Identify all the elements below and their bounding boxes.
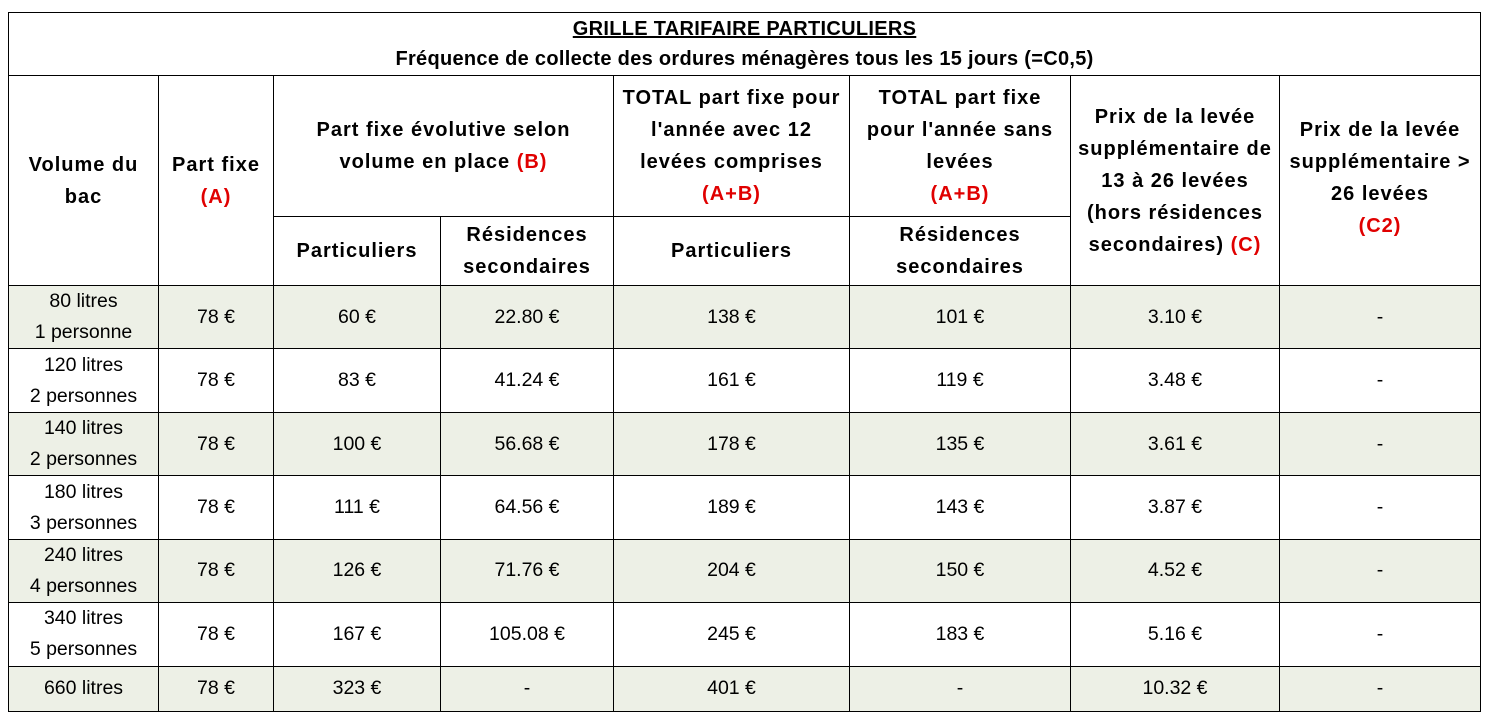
header-part-fixe-tag: (A): [200, 185, 232, 208]
cell-part-residences: -: [441, 666, 614, 711]
cell-part-residences: 41.24 €: [441, 349, 614, 412]
cell-volume-persons: 1 personne: [34, 321, 133, 344]
cell-part-particuliers: 167 €: [274, 603, 441, 666]
header-part-evolutive-tag: (B): [516, 151, 548, 174]
table-row: [9, 285, 1481, 348]
cell-volume: [9, 603, 159, 666]
header-part-fixe-label: Part fixe: [172, 153, 260, 176]
cell-total-12: 401 €: [614, 666, 850, 711]
cell-prix-26: -: [1280, 412, 1481, 475]
cell-total-sans: 143 €: [850, 476, 1071, 539]
header-volume: Volume du bac: [9, 76, 159, 286]
cell-part-fixe: 78 €: [159, 539, 274, 602]
cell-part-particuliers: 60 €: [274, 285, 441, 348]
table-row: [9, 349, 1481, 412]
cell-prix-13-26: 3.48 €: [1071, 349, 1280, 412]
cell-prix-13-26: 3.61 €: [1071, 412, 1280, 475]
header-prix-13-26-tag: (C): [1230, 233, 1262, 256]
cell-total-12: 161 €: [614, 349, 850, 412]
cell-part-fixe: 78 €: [159, 285, 274, 348]
cell-total-sans: 183 €: [850, 603, 1071, 666]
header-prix-13-26-label: Prix de la levée supplémentaire de 13 à 26 levées (hors résidences secondaires): [1078, 105, 1272, 256]
cell-volume-persons: 2 personnes: [29, 448, 138, 471]
table-row: [9, 476, 1481, 539]
cell-total-12: 245 €: [614, 603, 850, 666]
table-subtitle: Fréquence de collecte des ordures ménagères tous les 15 jours (=C0,5): [395, 48, 1094, 71]
cell-volume-litres: 120 litres: [43, 353, 124, 376]
cell-part-fixe: 78 €: [159, 666, 274, 711]
cell-prix-26: -: [1280, 539, 1481, 602]
header-part-fixe: [159, 76, 274, 286]
tariff-table: [8, 12, 1481, 712]
cell-prix-26: -: [1280, 349, 1481, 412]
subheader-particuliers-total: Particuliers: [614, 217, 850, 286]
cell-total-sans: -: [850, 666, 1071, 711]
cell-volume-persons: 3 personnes: [29, 511, 138, 534]
cell-part-particuliers: 323 €: [274, 666, 441, 711]
cell-volume-litres: 140 litres: [43, 417, 124, 440]
cell-part-fixe: 78 €: [159, 412, 274, 475]
header-part-evolutive-label: Part fixe évolutive selon volume en place: [316, 119, 571, 174]
cell-part-residences: 22.80 €: [441, 285, 614, 348]
cell-part-residences: 64.56 €: [441, 476, 614, 539]
cell-part-particuliers: 83 €: [274, 349, 441, 412]
cell-part-fixe: 78 €: [159, 603, 274, 666]
header-total-12-label: TOTAL part fixe pour l'année avec 12 levées comprises: [622, 87, 841, 174]
cell-volume: [9, 476, 159, 539]
cell-total-sans: 150 €: [850, 539, 1071, 602]
header-total-sans: [850, 76, 1071, 217]
header-total-12-tag: (A+B): [702, 183, 761, 206]
cell-prix-13-26: 3.87 €: [1071, 476, 1280, 539]
table-row: [9, 603, 1481, 666]
cell-volume-litres: 660 litres: [43, 677, 124, 700]
table-row: [9, 412, 1481, 475]
cell-prix-26: -: [1280, 666, 1481, 711]
cell-volume: [9, 285, 159, 348]
cell-part-particuliers: 111 €: [274, 476, 441, 539]
cell-prix-13-26: 10.32 €: [1071, 666, 1280, 711]
cell-prix-26: -: [1280, 285, 1481, 348]
header-part-evolutive: [274, 76, 614, 217]
subheader-residences: Résidences secondaires: [441, 217, 614, 286]
cell-volume-litres: 80 litres: [49, 290, 118, 313]
cell-total-12: 204 €: [614, 539, 850, 602]
cell-part-fixe: 78 €: [159, 349, 274, 412]
cell-volume: [9, 349, 159, 412]
table-title-cell: [9, 13, 1481, 76]
header-prix-13-26: [1071, 76, 1280, 286]
cell-prix-26: -: [1280, 603, 1481, 666]
cell-volume-litres: 240 litres: [43, 543, 124, 566]
cell-part-particuliers: 100 €: [274, 412, 441, 475]
table-row: [9, 539, 1481, 602]
table-title: GRILLE TARIFAIRE PARTICULIERS: [572, 18, 917, 41]
cell-prix-26: -: [1280, 476, 1481, 539]
header-total-sans-label: TOTAL part fixe pour l'année sans levées: [866, 87, 1054, 174]
cell-total-sans: 119 €: [850, 349, 1071, 412]
subheader-particuliers: Particuliers: [274, 217, 441, 286]
header-total-12: [614, 76, 850, 217]
cell-prix-13-26: 4.52 €: [1071, 539, 1280, 602]
cell-volume-persons: 4 personnes: [29, 574, 138, 597]
cell-volume: [9, 539, 159, 602]
cell-volume-litres: 180 litres: [43, 480, 124, 503]
subheader-residences-total: Résidences secondaires: [850, 217, 1071, 286]
cell-total-sans: 101 €: [850, 285, 1071, 348]
cell-volume-persons: 2 personnes: [29, 384, 138, 407]
cell-part-residences: 105.08 €: [441, 603, 614, 666]
cell-total-12: 178 €: [614, 412, 850, 475]
cell-total-12: 138 €: [614, 285, 850, 348]
cell-total-sans: 135 €: [850, 412, 1071, 475]
cell-prix-13-26: 3.10 €: [1071, 285, 1280, 348]
cell-part-fixe: 78 €: [159, 476, 274, 539]
cell-part-residences: 71.76 €: [441, 539, 614, 602]
cell-total-12: 189 €: [614, 476, 850, 539]
cell-volume-persons: 5 personnes: [29, 638, 138, 661]
cell-prix-13-26: 5.16 €: [1071, 603, 1280, 666]
cell-volume-litres: 340 litres: [43, 607, 124, 630]
header-prix-26-label: Prix de la levée supplémentaire > 26 levées: [1289, 119, 1471, 206]
header-prix-26-tag: (C2): [1358, 215, 1402, 238]
table-row: [9, 666, 1481, 711]
header-prix-26: [1280, 76, 1481, 286]
cell-part-particuliers: 126 €: [274, 539, 441, 602]
header-total-sans-tag: (A+B): [930, 183, 990, 206]
cell-part-residences: 56.68 €: [441, 412, 614, 475]
cell-volume: [9, 666, 159, 711]
cell-volume: [9, 412, 159, 475]
